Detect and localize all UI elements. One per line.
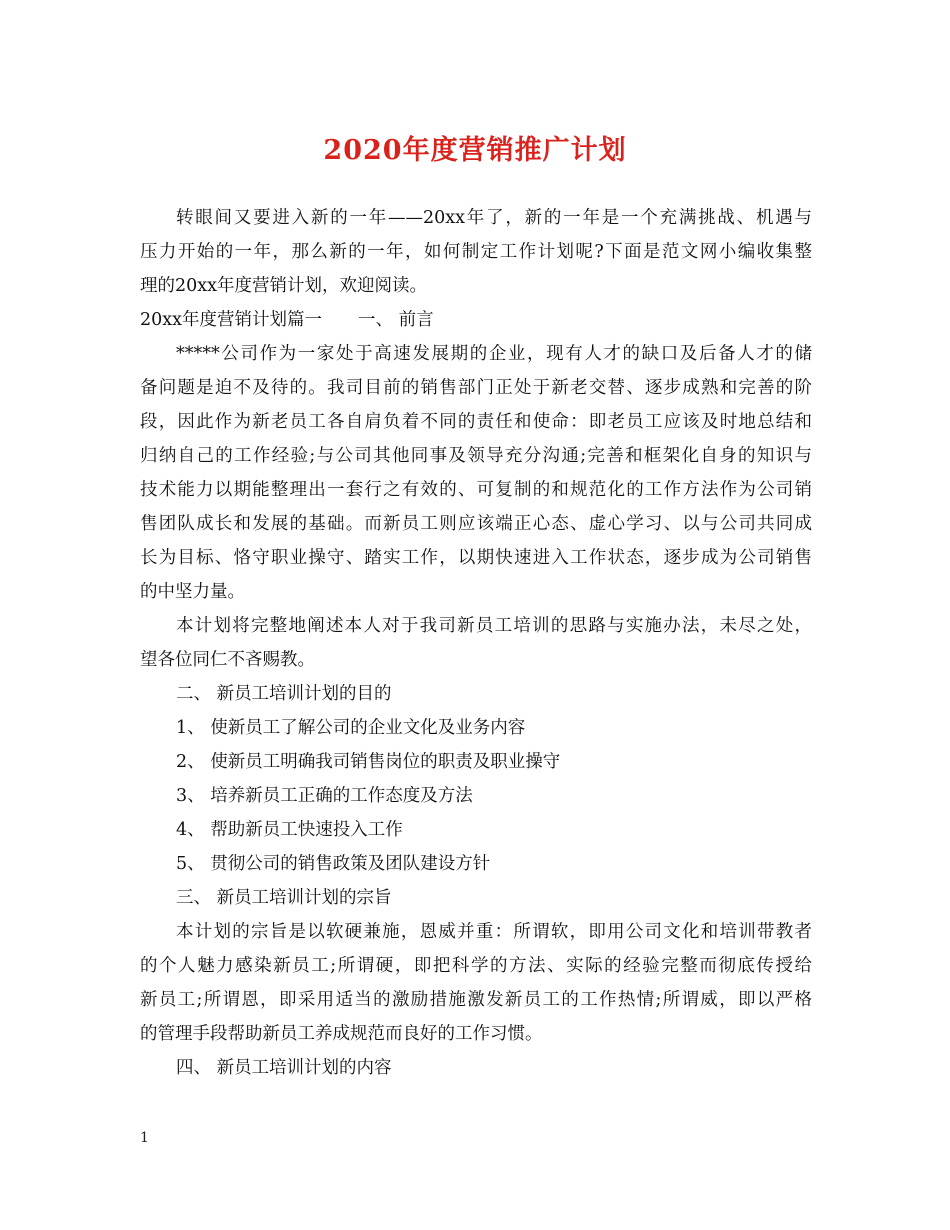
section-heading-row — [140, 303, 812, 337]
paragraph-line: 理的20xx年度营销计划，欢迎阅读。 — [140, 276, 428, 296]
paragraph-line: 本计划的宗旨是以软硬兼施，恩威并重：所谓软，即用公司文化和培训带教者 — [176, 922, 812, 942]
document-title: 2020年度营销推广计划 — [323, 135, 627, 166]
paragraph-line: 段，因此作为新老员工各自肩负着不同的责任和使命：即老员工应该及时地总结和 — [140, 412, 812, 432]
paragraph-line: 本计划将完整地阐述本人对于我司新员工培训的思路与实施办法，未尽之处， — [176, 616, 812, 636]
page-number: 1 — [140, 1130, 149, 1146]
paragraph-line: 转眼间又要进入新的一年——20xx年了，新的一年是一个充满挑战、机遇与 — [176, 208, 812, 228]
paragraph-line: *****公司作为一家处于高速发展期的企业，现有人才的缺口及后备人才的储 — [176, 344, 812, 364]
section-heading: 一、 前言 — [358, 310, 434, 330]
paragraph-line: 压力开始的一年，那么新的一年，如何制定工作计划呢?下面是范文网小编收集整 — [140, 242, 812, 262]
paragraph-line: 售团队成长和发展的基础。而新员工则应该端正心态、虚心学习、以与公司共同成 — [140, 514, 812, 534]
list-item: 1、 使新员工了解公司的企业文化及业务内容 — [176, 718, 526, 738]
document-body — [140, 201, 812, 1085]
paragraph-line: 的管理手段帮助新员工养成规范而良好的工作习惯。 — [140, 1024, 543, 1044]
section-heading: 二、 新员工培训计划的目的 — [176, 684, 392, 704]
paragraph-line: 备问题是迫不及待的。我司目前的销售部门正处于新老交替、逐步成熟和完善的阶 — [140, 378, 812, 398]
list-item: 5、 贯彻公司的销售政策及团队建设方针 — [176, 854, 491, 874]
list-item: 3、 培养新员工正确的工作态度及方法 — [176, 786, 473, 806]
section-heading: 三、 新员工培训计划的宗旨 — [176, 888, 392, 908]
list-item: 2、 使新员工明确我司销售岗位的职责及职业操守 — [176, 752, 561, 772]
plan-chapter-title: 20xx年度营销计划篇一 — [140, 310, 323, 330]
section-heading: 四、 新员工培训计划的内容 — [176, 1058, 392, 1078]
paragraph-line: 归纳自己的工作经验;与公司其他同事及领导充分沟通;完善和框架化自身的知识与 — [140, 446, 812, 466]
list-item: 4、 帮助新员工快速投入工作 — [176, 820, 403, 840]
paragraph-line: 望各位同仁不吝赐教。 — [140, 650, 315, 670]
paragraph-line: 长为目标、恪守职业操守、踏实工作，以期快速进入工作状态，逐步成为公司销售 — [140, 548, 812, 568]
paragraph-line: 的个人魅力感染新员工;所谓硬，即把科学的方法、实际的经验完整而彻底传授给 — [140, 956, 812, 976]
paragraph-line: 的中坚力量。 — [140, 582, 245, 602]
paragraph-line: 新员工;所谓恩，即采用适当的激励措施激发新员工的工作热情;所谓威，即以严格 — [140, 990, 812, 1010]
paragraph-line: 技术能力以期能整理出一套行之有效的、可复制的和规范化的工作方法作为公司销 — [140, 480, 812, 500]
